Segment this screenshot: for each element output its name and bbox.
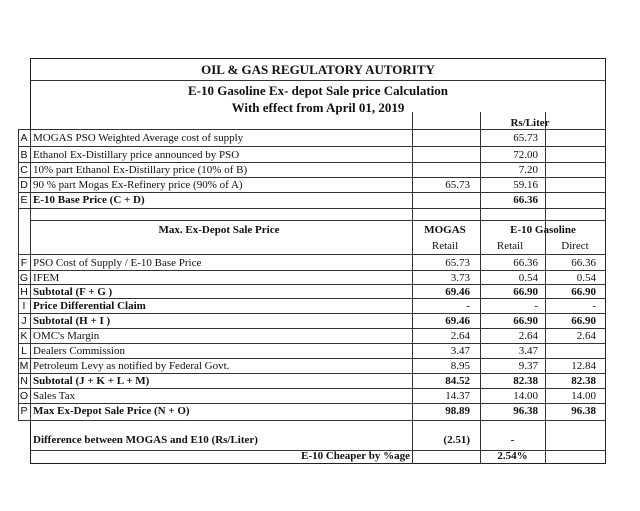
row-label: PSO Cost of Supply / E-10 Base Price [33,257,202,269]
e10-direct-value: 66.36 [571,257,596,269]
row-rule [18,284,606,285]
e10-direct-value: 14.00 [571,390,596,402]
direct-column-rule [545,112,546,464]
row-letter: K [20,330,28,342]
e10-retail-value: 66.36 [513,257,538,269]
row-value: 59.16 [513,179,538,191]
doc-title: E-10 Gasoline Ex- depot Sale price Calculation [188,83,448,98]
row-label: Dealers Commission [33,345,125,357]
e10-retail-value: 96.38 [513,405,538,417]
row-value: 7.20 [518,164,538,176]
e10-retail-value: 2.64 [518,330,538,342]
letter-column-left-rule [18,129,19,420]
row-rule [18,162,606,163]
row-label: Price Differential Claim [33,300,146,312]
row-letter: J [21,315,27,327]
row-letter: F [20,257,28,269]
mogas-value: 3.47 [450,345,470,357]
section2-top-rule [30,220,606,221]
e10-direct-value: 2.64 [576,330,596,342]
row-rule [18,328,606,329]
e10-retail-value: 14.00 [513,390,538,402]
difference-value: (2.51) [443,434,470,446]
e10-retail-value: 82.38 [513,375,538,387]
row-letter: M [19,360,29,372]
row-letter: A [20,132,28,144]
col-e10-header: E-10 Gasoline [510,224,576,236]
row-label: Subtotal (J + K + L + M) [33,375,150,387]
col-e10-direct: Direct [561,240,589,252]
e10-retail-value: 9.37 [518,360,538,372]
row-label: OMC's Margin [33,330,100,342]
doc-subtitle: With effect from April 01, 2019 [231,100,405,115]
row-letter: B [20,149,28,161]
col-e10-retail: Retail [496,240,524,252]
cheaper-value: 2.54% [497,450,528,462]
row-value: 65.73 [513,132,538,144]
row-mogas-value: 65.73 [445,179,470,191]
value-column-rule [480,112,481,464]
e10-direct-value: - [592,300,596,312]
row-label: Sales Tax [33,390,76,402]
e10-direct-value: 66.90 [571,286,596,298]
e10-retail-value: 66.90 [513,286,538,298]
row-label: IFEM [33,272,60,284]
col-mogas-header: MOGAS [424,224,466,236]
mogas-value: 84.52 [445,375,470,387]
mogas-value: 14.37 [445,390,470,402]
mogas-value: 2.64 [450,330,470,342]
mogas-value: 8.95 [450,360,470,372]
row-letter: P [20,405,28,417]
row-rule [18,146,606,147]
row-rule [18,403,606,404]
row-value: 72.00 [513,149,538,161]
row-rule [18,373,606,374]
row-label: 90 % part Mogas Ex-Refinery price (90% of A) [33,179,243,191]
row-letter: C [20,164,28,176]
letter-column-right-rule [30,129,31,420]
e10-direct-value: 82.38 [571,375,596,387]
row-rule [18,208,606,209]
row-label: Petroleum Levy as notified by Federal Govt. [33,360,230,372]
row-label: 10% part Ethanol Ex-Distillary price (10% of B) [33,164,248,176]
org-title: OIL & GAS REGULATORY AUTORITY [201,62,435,77]
row-rule [18,298,606,299]
mogas-column-rule [412,112,413,464]
e10-retail-value: 66.90 [513,315,538,327]
row-letter: N [20,375,28,387]
col-mogas-retail: Retail [431,240,459,252]
row-rule [18,177,606,178]
mogas-value: 69.46 [445,315,470,327]
row-rule [18,313,606,314]
row-letter: I [22,300,26,312]
e10-direct-value: 0.54 [576,272,596,284]
row-rule [18,358,606,359]
row-label: Max Ex-Depot Sale Price (N + O) [33,405,190,417]
mogas-value: 69.46 [445,286,470,298]
row-letter: E [20,194,28,206]
section2-header-rule [18,254,606,255]
e10-direct-value: 96.38 [571,405,596,417]
row-letter: L [21,345,27,357]
row-letter: G [19,272,29,284]
difference-label: Difference between MOGAS and E10 (Rs/Liter) [33,434,258,446]
mogas-value: - [466,300,470,312]
header-divider [30,80,606,81]
row-rule [18,192,606,193]
e10-retail-value: 3.47 [518,345,538,357]
row-rule [18,270,606,271]
row-label: MOGAS PSO Weighted Average cost of supply [33,132,244,144]
row-rule [18,343,606,344]
row-rule [18,388,606,389]
e10-retail-value: - [534,300,538,312]
cheaper-label: E-10 Cheaper by %age [301,450,410,462]
difference-e10: - [510,434,515,446]
row-label: E-10 Base Price (C + D) [33,194,145,206]
row-label: Subtotal (F + G ) [33,286,113,298]
row-letter: O [19,390,29,402]
unit-label: Rs/Liter [510,117,550,129]
mogas-value: 3.73 [450,272,470,284]
row-label: Ethanol Ex-Distillary price announced by PSO [33,149,240,161]
mogas-value: 98.89 [445,405,470,417]
row-rule [18,420,606,421]
row-letter: H [20,286,28,298]
row-label: Subtotal (H + I ) [33,315,111,327]
row-letter: D [20,179,28,191]
e10-direct-value: 12.84 [571,360,596,372]
e10-direct-value: 66.90 [571,315,596,327]
section2-title: Max. Ex-Depot Sale Price [158,224,280,236]
mogas-value: 65.73 [445,257,470,269]
row-value: 66.36 [513,194,538,206]
e10-retail-value: 0.54 [518,272,538,284]
